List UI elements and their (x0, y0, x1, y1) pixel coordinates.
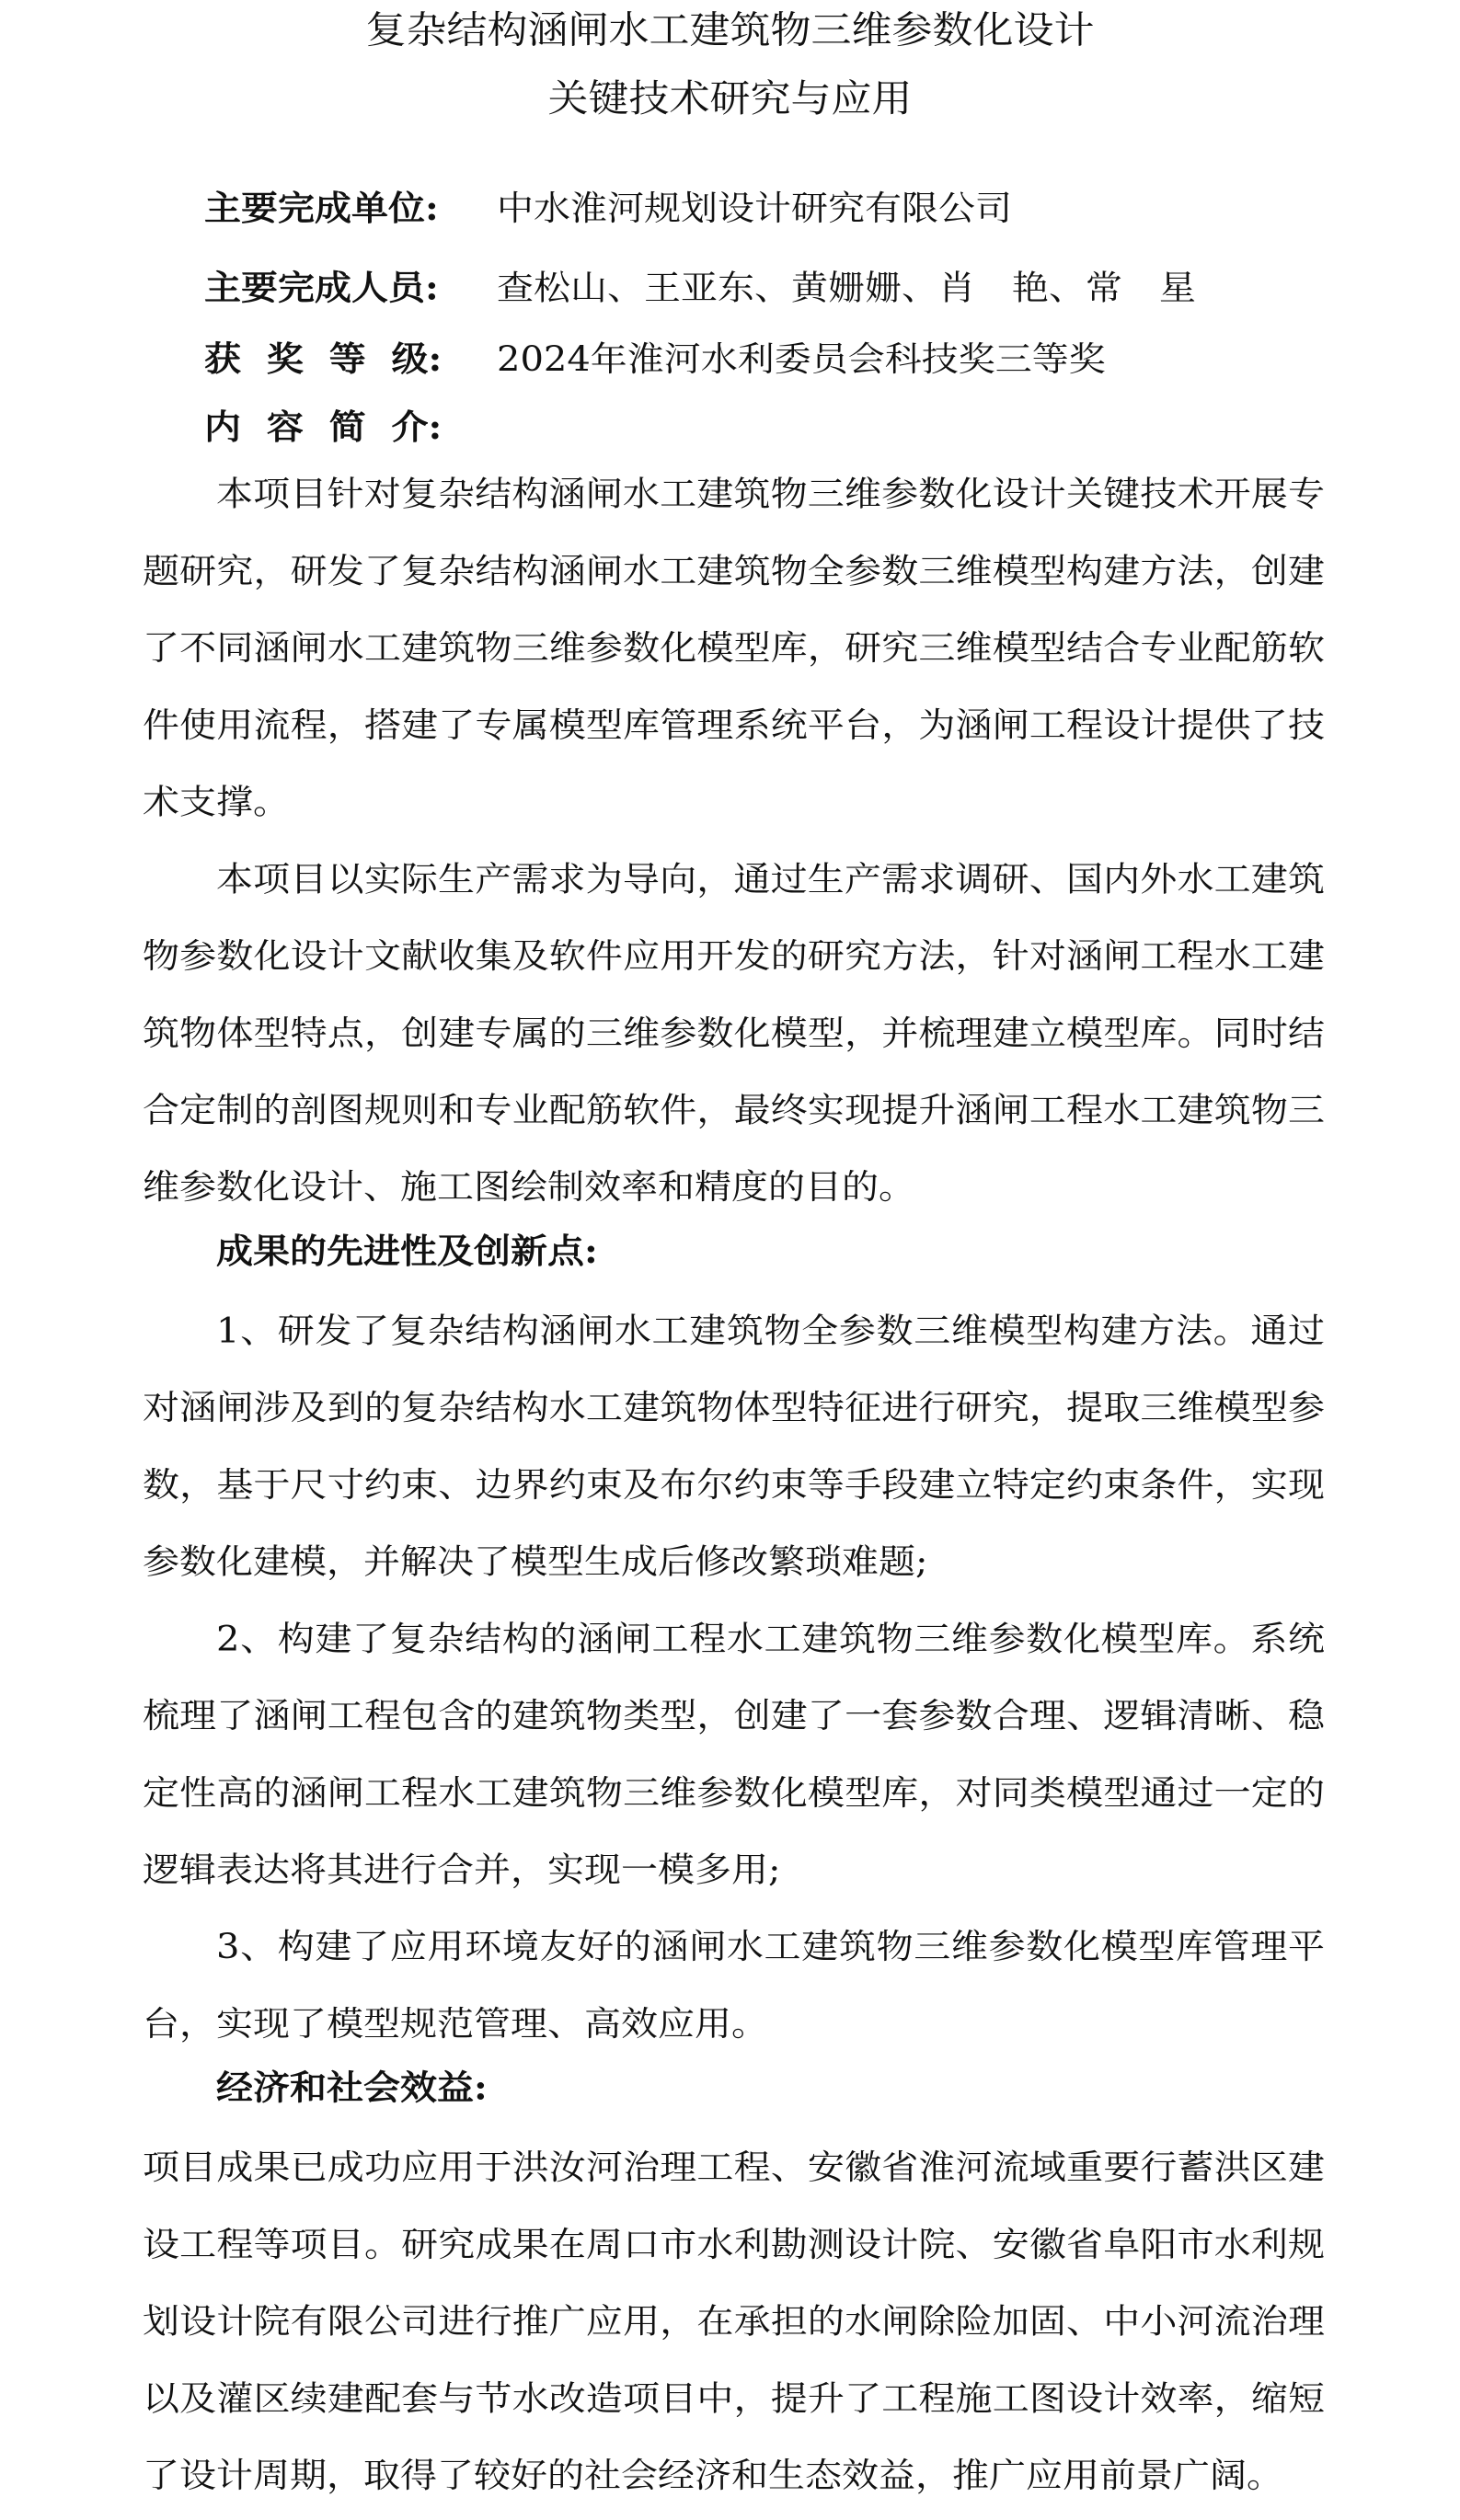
award-level-label: 获 奖 等 级: (204, 338, 443, 380)
award-level-row (204, 334, 1106, 385)
completing-unit-value: 中水淮河规划设计研究有限公司 (497, 189, 1012, 229)
innovation-heading: 成果的先进性及创新点: (216, 1231, 598, 1272)
award-level-value: 2024年淮河水利委员会科技奖三等奖 (497, 339, 1106, 380)
benefit-heading: 经济和社会效益: (216, 2068, 488, 2109)
content-summary-label: 内 容 简 介: (204, 407, 443, 448)
document-title-line-1: 复杂结构涵闸水工建筑物三维参数化设计 (365, 8, 1095, 52)
content-summary-row (204, 402, 497, 453)
summary-paragraph-1: 本项目针对复杂结构涵闸水工建筑物三维参数化设计关键技术开展专题研究，研发了复杂结构涵闸水工建筑物全参数三维模型构建方法，创建了不同涵闸水工建筑物三维参数化模型库，研究三维模型结合专业配筋软件使用流程，搭建了专属模型库管理系统平台，为涵闸工程设计提供了技术支撑。 (143, 475, 1325, 822)
completing-people-value: 查松山、王亚东、黄姗姗、肖 艳、常 星 (497, 269, 1196, 308)
benefit-paragraph: 项目成果已成功应用于洪汝河治理工程、安徽省淮河流域重要行蓄洪区建设工程等项目。研究成果在周口市水利勘测设计院、安徽省阜阳市水利规划设计院有限公司进行推广应用，在承担的水闸除险加固、中小河流治理以及灌区续建配套与节水改造项目中，提升了工程施工图设计效率，缩短了设计周期，取得了较好的社会经济和生态效益，推广应用前景广阔。 (143, 2148, 1325, 2496)
completing-people-label: 主要完成人员: (204, 268, 439, 308)
summary-paragraph-2: 本项目以实际生产需求为导向，通过生产需求调研、国内外水工建筑物参数化设计文献收集及软件应用开发的研究方法，针对涵闸工程水工建筑物体型特点，创建专属的三维参数化模型，并梳理建立模型库。同时结合定制的剖图规则和专业配筋软件，最终实现提升涵闸工程水工建筑物三维参数化设计、施工图绘制效率和精度的目的。 (143, 859, 1325, 1208)
completing-unit-row (204, 183, 1012, 235)
completing-unit-label: 主要完成单位: (204, 188, 439, 229)
innovation-item-2: 2、构建了复杂结构的涵闸工程水工建筑物三维参数化模型库。系统梳理了涵闸工程包含的建筑物类型，创建了一套参数合理、逻辑清晰、稳定性高的涵闸工程水工建筑物三维参数化模型库，对同类模型通过一定的逻辑表达将其进行合并，实现一模多用; (143, 1619, 1325, 1890)
innovation-item-3: 3、构建了应用环境友好的涵闸水工建筑物三维参数化模型库管理平台，实现了模型规范管理、高效应用。 (143, 1927, 1325, 2045)
completing-people-row (204, 263, 1196, 315)
innovation-item-1: 1、研发了复杂结构涵闸水工建筑物全参数三维模型构建方法。通过对涵闸涉及到的复杂结构水工建筑物体型特征进行研究，提取三维模型参数，基于尺寸约束、边界约束及布尔约束等手段建立特定约束条件，实现参数化建模，并解决了模型生成后修改繁琐难题; (143, 1311, 1325, 1582)
document-title-line-2: 关键技术研究与应用 (547, 76, 913, 121)
